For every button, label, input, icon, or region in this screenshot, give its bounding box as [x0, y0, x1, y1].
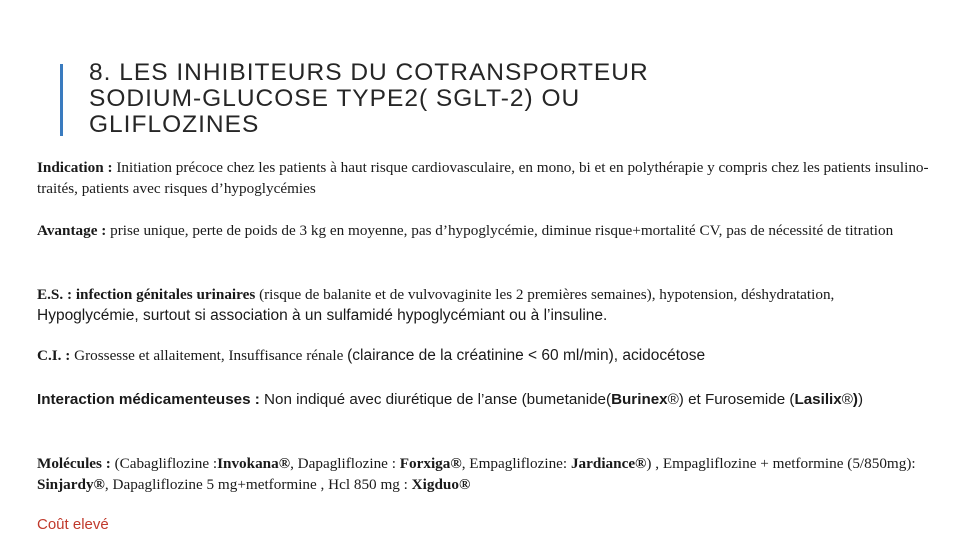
molecules-text-3: , Empagliflozine: — [461, 455, 571, 472]
interaction-brand-burinex: Burinex — [611, 391, 668, 408]
molecules-text-1: (Cabagliflozine : — [110, 455, 218, 472]
side-effects-text: (risque de balanite et de vulvovaginite les 2 premières semaines), hypotension, déshydratation, — [255, 286, 835, 303]
molecules-text-5: , Dapagliflozine 5 mg+metformine , Hcl 850 mg : — [104, 475, 412, 493]
molecules-paragraph — [37, 454, 932, 495]
molecules-label: Molécules : — [37, 455, 111, 472]
indication-text: Initiation précoce chez les patients à haut risque cardiovasculaire, en mono, bi et en polythérapie y compris chez les patients insulino-traités, patients avec risques d’hypoglycémies — [37, 159, 929, 197]
title-line-1: 8. LES INHIBITEURS DU COTRANSPORTEUR — [89, 59, 649, 86]
molecule-brand-jardiance: Jardiance® — [570, 455, 647, 472]
side-effects-sans-text: Hypoglycémie, surtout si association à un sulfamidé hypoglycémiant ou à l’insuline. — [37, 306, 608, 324]
title-line-2: SODIUM-GLUCOSE TYPE2( SGLT-2) OU — [89, 85, 581, 112]
interaction-text-1: Non indiqué avec diurétique de l’anse (bumetanide( — [259, 391, 612, 408]
molecule-brand-xigduo: Xigduo® — [411, 475, 471, 493]
side-effects-label: E.S. : — [37, 286, 73, 303]
title-line-3: GLIFLOZINES — [89, 111, 260, 138]
molecules-text-4: ) , Empagliflozine + metformine (5/850mg): — [646, 455, 916, 472]
avantage-label: Avantage : — [37, 222, 107, 239]
interaction-brand-lasilix: Lasilix — [794, 391, 842, 408]
title-accent-bar — [60, 64, 63, 136]
interaction-text-3: ® — [841, 391, 853, 408]
molecules-text-2: , Dapagliflozine : — [290, 455, 400, 472]
cost-note: Coût elevé — [37, 516, 109, 533]
slide-title — [89, 60, 909, 138]
interaction-text-2: ®) et Furosemide ( — [667, 391, 795, 408]
interaction-paragraph — [37, 390, 932, 411]
side-effects-bold-text: infection génitales urinaires — [72, 286, 256, 303]
molecule-brand-forxiga: Forxiga® — [399, 455, 462, 472]
interaction-paren-bold: ) — [852, 391, 858, 408]
side-effects-paragraph — [37, 285, 932, 326]
indication-paragraph — [37, 158, 932, 199]
contraindications-label: C.I. : — [37, 347, 71, 364]
avantage-paragraph — [37, 221, 932, 242]
indication-label: Indication : — [37, 159, 113, 176]
molecule-brand-sinjardy: Sinjardy® — [37, 475, 105, 493]
contraindications-sans-text: (clairance de la créatinine < 60 ml/min), acidocétose — [347, 347, 706, 364]
interaction-text-4: ) — [857, 391, 864, 408]
molecule-brand-invokana: Invokana® — [217, 455, 291, 472]
avantage-text: prise unique, perte de poids de 3 kg en moyenne, pas d’hypoglycémie, diminue risque+mortalité CV, pas de nécessité de titration — [106, 222, 894, 239]
contraindications-paragraph — [37, 346, 932, 367]
interaction-label: Interaction médicamenteuses : — [37, 391, 260, 408]
contraindications-text: Grossesse et allaitement, Insuffisance rénale — [70, 347, 348, 364]
